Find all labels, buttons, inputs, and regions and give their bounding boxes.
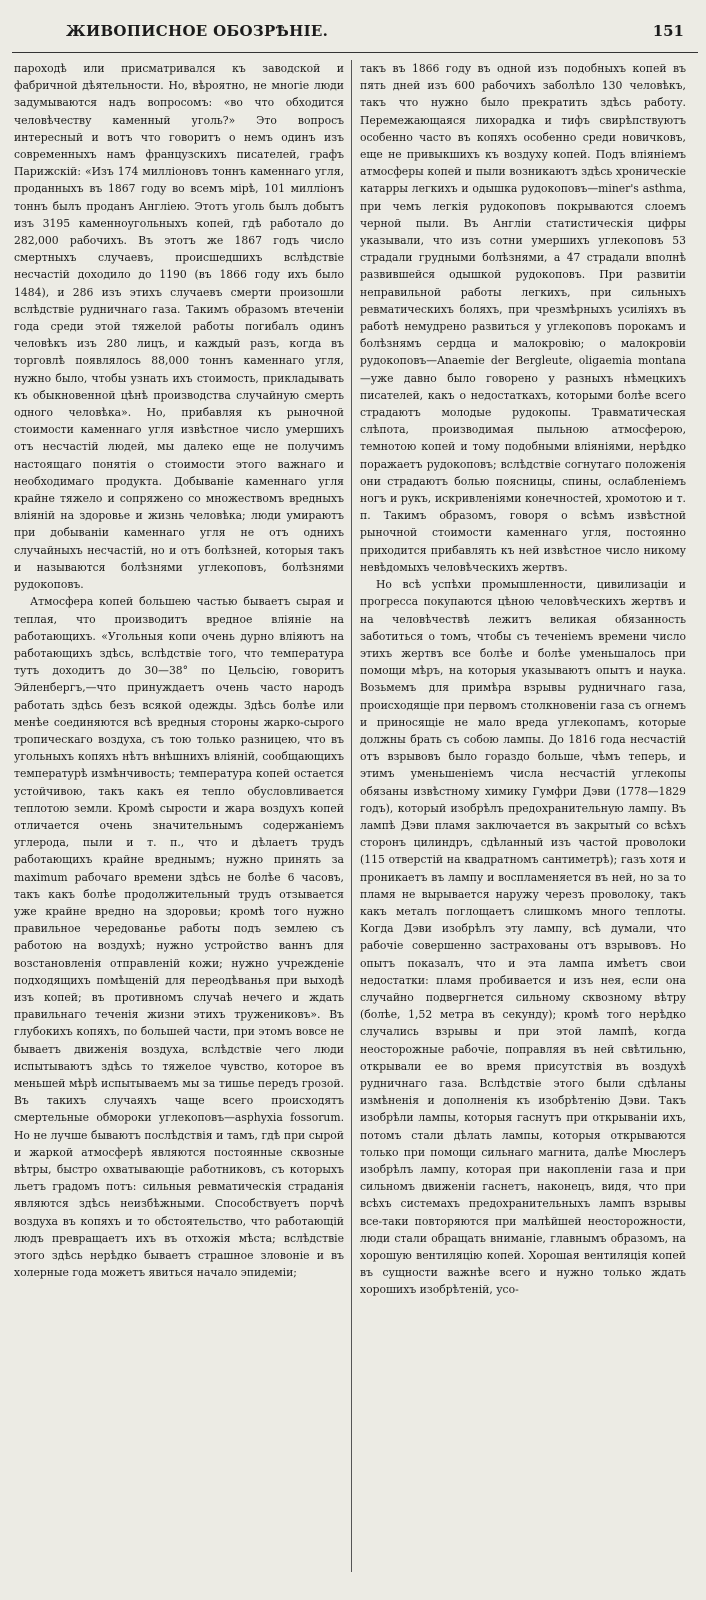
right-column: [360, 60, 686, 1572]
journal-title: ЖИВОПИСНОЕ ОБОЗРѢНІЕ.: [66, 22, 329, 40]
paragraph: пароходѣ или присматривался къ заводской и фабричной дѣятельности. Но, вѣроятно, не многіе люди задумываются надъ вопросомъ: «во что обходится человѣчеству каменный уголь?» Это вопросъ интересный и вотъ что говоритъ о немъ одинъ изъ современныхъ намъ французскихъ писателей, графъ Парижскій: «Изъ 174 милліоновъ тоннъ каменнаго угля, проданныхъ въ 1867 году во всемъ мірѣ, 101 милліонъ тоннъ былъ проданъ Англіею. Этотъ уголь былъ добытъ изъ 3195 каменноугольныхъ копей, гдѣ работало до 282,000 рабочихъ. Въ этотъ же 1867 годъ число смертныхъ случаевъ, происшедшихъ вслѣдствіе несчастій доходило до 1190 (въ 1866 году ихъ было 1484), и 286 изъ этихъ случаевъ смерти произошли вслѣдствіе рудничнаго газа. Такимъ образомъ втеченіи года среди этой тяжелой работы погибалъ одинъ человѣкъ изъ 280 лицъ, и каждый разъ, когда въ торговлѣ появлялось 88,000 тоннъ каменнаго угля, нужно было, чтобы узнать ихъ стоимость, прикладывать къ обыкновенной цѣнѣ производства случайную смерть одного человѣка». Но, прибавляя къ рыночной стоимости каменнаго угля извѣстное число умершихъ отъ несчастій людей, мы далеко еще не получимъ настоящаго понятія о стоимости этого важнаго и необходимаго продукта. Добываніе каменнаго угля крайне тяжело и сопряжено со множествомъ вредныхъ вліяній на здоровье и жизнь человѣка; люди умираютъ при добываніи каменнаго угля не отъ однихъ случайныхъ несчастій, но и отъ болѣзней, которыя такъ и называются болѣзнями углекоповъ, болѣзнями рудокоповъ.: [14, 62, 344, 592]
column-divider: [351, 60, 352, 1572]
running-head: [66, 22, 684, 46]
header-rule: [12, 52, 698, 53]
paragraph: Атмосфера копей большею частью бываетъ сырая и теплая, что производитъ вредное вліяніе на работающихъ. «Угольныя копи очень дурно вліяютъ на работающихъ здѣсь, вслѣдствіе того, что температура тутъ доходитъ до 30—38° по Цельсію, говоритъ Эйленбергъ,—что принуждаетъ очень часто народъ работать здѣсь безъ всякой одежды. Здѣсь болѣе или менѣе соединяются всѣ вредныя стороны жарко-сырого тропическаго воздуха, съ тою только разницею, что въ угольныхъ копяхъ нѣтъ внѣшнихъ вліяній, сообщающихъ температурѣ измѣнчивость; температура копей остается устойчивою, такъ какъ ея тепло обусловливается теплотою земли. Кромѣ сырости и жара воздухъ копей отличается очень значительнымъ содержаніемъ углерода, пыли и т. п., что и дѣлаетъ трудъ работающихъ крайне вреднымъ; нужно принять за maximum рабочаго времени здѣсь не болѣе 6 часовъ, такъ какъ болѣе продолжительный трудъ отзывается уже крайне вредно на здоровьи; кромѣ того нужно правильное чередованье работы подъ землею съ работою на воздухѣ; нужно устройство ваннъ для возстановленія отправленій кожи; нужно учрежденіе подходящихъ помѣщеній для переодѣванья при выходѣ изъ копей; въ противномъ случаѣ нечего и ждать правильнаго теченія жизни этихъ тружениковъ». Въ глубокихъ копяхъ, по большей части, при этомъ вовсе не бываетъ движенія воздуха, вслѣдствіе чего люди испытываютъ здѣсь то тяжелое чувство, которое въ меньшей мѣрѣ испытываемъ мы за тишье передъ грозой. Въ такихъ случаяхъ чаще всего происходятъ смертельные обмороки углекоповъ—asphyxia fossorum. Но не лучше бываютъ послѣдствія и тамъ, гдѣ при сырой и жаркой атмосферѣ являются постоянные сквозные вѣтры, быстро охватывающіе работниковъ, съ которыхъ льетъ градомъ потъ: сильныя ревматическія страданія являются здѣсь неизбѣжными. Способствуетъ порчѣ воздуха въ копяхъ и то обстоятельство, что работающій людъ превращаетъ ихъ въ отхожія мѣста; вслѣдствіе этого здѣсь нерѣдко бываетъ страшное зловоніе и въ холерные года можетъ явиться начало эпидеміи;: [14, 595, 344, 1280]
page-number: 151: [652, 22, 684, 40]
paragraph: такъ въ 1866 году въ одной изъ подобныхъ копей въ пять дней изъ 600 рабочихъ заболѣло 130 человѣкъ, такъ что нужно было прекратить здѣсь работу. Перемежающаяся лихорадка и тифъ свирѣпствуютъ особенно часто въ копяхъ особенно среди новичковъ, еще не привыкшихъ къ воздуху копей. Подъ вліяніемъ атмосферы копей и пыли возникаютъ здѣсь хроническіе катарры легкихъ и одышка рудокоповъ—miner's asthma, при чемъ легкія рудокоповъ покрываются слоемъ черной пыли. Въ Англіи статистическія цифры указывали, что изъ сотни умершихъ углекоповъ 53 страдали грудными болѣзнями, а 47 страдали вполнѣ развившейся одышкой рудокоповъ. При развитіи неправильной работы легкихъ, при сильныхъ ревматическихъ боляхъ, при чрезмѣрныхъ усиліяхъ въ работѣ немудрено развиться у углекоповъ порокамъ и болѣзнямъ сердца и малокровію; о малокровіи рудокоповъ—Anaemie der Bergleute, oligaemia montana—уже давно было говорено у разныхъ нѣмецкихъ писателей, какъ о недостаткахъ, которыми болѣе всего страдаютъ молодые рудокопы. Травматическая слѣпота, производимая пыльною атмосферою, темнотою копей и тому подобными вліяніями, нерѣдко поражаетъ рудокоповъ; вслѣдствіе согнутаго положенія они страдаютъ болью поясницы, спины, ослабленіемъ ногъ и рукъ, искривленіями конечностей, хромотою и т. п. Такимъ образомъ, говоря о всѣмъ извѣстной рыночной стоимости каменнаго угля, постоянно приходится прибавлять къ ней извѣстное число никому невѣдомыхъ человѣческихъ жертвъ.: [360, 62, 686, 574]
left-column: [14, 60, 344, 1572]
paragraph: Но всѣ успѣхи промышленности, цивилизаціи и прогресса покупаются цѣною человѣческихъ жертвъ и на человѣчествѣ лежитъ великая обязанность заботиться о томъ, чтобы съ теченіемъ времени число этихъ жертвъ все болѣе и болѣе уменьшалось при помощи мѣръ, на которыя указываютъ опытъ и наука. Возьмемъ для примѣра взрывы рудничнаго газа, происходящіе при первомъ столкновеніи газа съ огнемъ и приносящіе не мало вреда углекопамъ, которые должны брать съ собою лампы. До 1816 года несчастій отъ взрывовъ было гораздо больше, чѣмъ теперь, и этимъ уменьшеніемъ числа несчастій углекопы обязаны извѣстному химику Гумфри Дэви (1778—1829 годъ), который изобрѣлъ предохранительную лампу. Въ лампѣ Дэви пламя заключается въ закрытый со всѣхъ сторонъ цилиндръ, сдѣланный изъ частой проволоки (115 отверстій на квадратномъ сантиметрѣ); газъ хотя и проникаетъ въ лампу и воспламеняется въ ней, но за то пламя не вырывается наружу черезъ проволоку, такъ какъ металъ поглощаетъ слишкомъ много теплоты. Когда Дэви изобрѣлъ эту лампу, всѣ думали, что рабочіе совершенно застрахованы отъ взрывовъ. Но опытъ показалъ, что и эта лампа имѣетъ свои недостатки: пламя пробивается и изъ нея, если она случайно подвергнется сильному сквозному вѣтру (болѣе, 1,52 метра въ секунду); кромѣ того нерѣдко случались взрывы и при этой лампѣ, когда неосторожные рабочіе, поправляя въ ней свѣтильню, открывали ее во время присутствія въ воздухѣ рудничнаго газа. Вслѣдствіе этого были сдѣланы измѣненія и дополненія къ изобрѣтенію Дэви. Такъ изобрѣли лампы, которыя гаснутъ при открываніи ихъ, потомъ стали дѣлать лампы, которыя открываются только при помощи сильнаго магнита, далѣе Мюслеръ изобрѣлъ лампу, которая при накопленіи газа и при сильномъ движеніи гаснетъ, наконецъ, видя, что при всѣхъ системахъ предохранительныхъ лампъ взрывы все-таки повторяются при малѣйшей неосторожности, люди стали обращать вниманіе, главнымъ образомъ, на хорошую вентиляцію копей. Хорошая вентиляція копей въ сущности важнѣе всего и нужно только ждать хорошихъ изобрѣтеній, усо-: [360, 578, 686, 1297]
